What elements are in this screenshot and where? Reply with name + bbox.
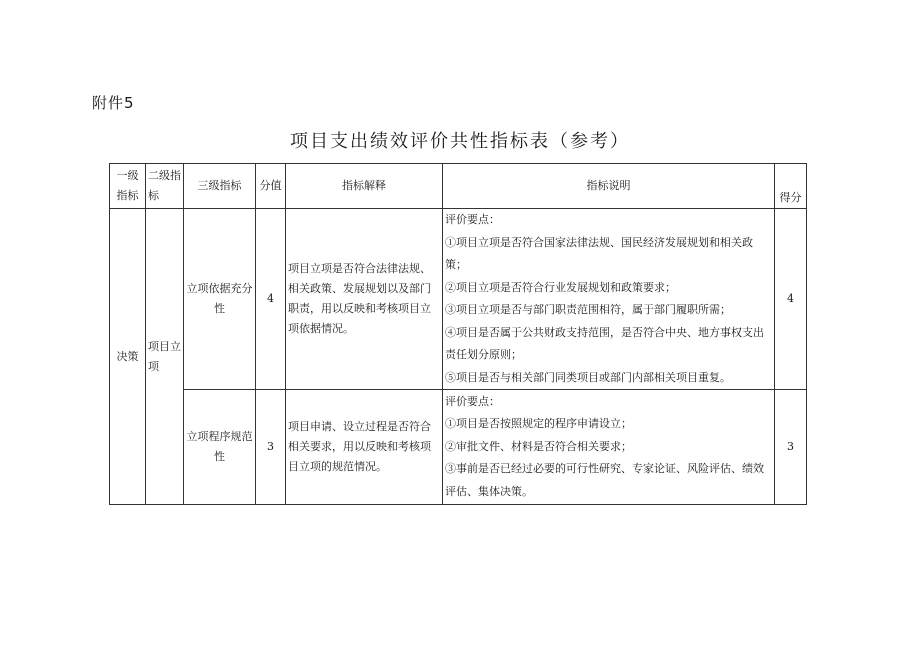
description-line: ②项目立项是否符合行业发展规划和政策要求； (445, 280, 676, 294)
attachment-label: 附件5 (92, 94, 135, 112)
description-line: ⑤项目是否与相关部门同类项目或部门内部相关项目重复。 (445, 370, 731, 384)
description-line: ③项目立项是否与部门职责范围相符，属于部门履职所需； (445, 303, 731, 316)
level2-cell: 项目立项 (146, 209, 184, 505)
header-score: 得分 (775, 164, 807, 209)
weight-cell: 4 (256, 209, 286, 390)
header-level1: 一级指标 (110, 164, 146, 209)
description-line: 评价要点： (445, 394, 500, 408)
description-line: ③事前是否已经过必要的可行性研究、专家论证、风险评估、绩效评估、集体决策。 (445, 462, 764, 498)
explanation-cell: 项目申请、设立过程是否符合相关要求，用以反映和考核项目立项的规范情况。 (286, 390, 443, 505)
level3-cell: 立项程序规范性 (184, 390, 256, 505)
page-title: 项目支出绩效评价共性指标表（参考） (290, 131, 630, 152)
table-header-row (110, 164, 807, 209)
description-line: ④项目是否属于公共财政支持范围，是否符合中央、地方事权支出责任划分原则； (445, 325, 764, 361)
score-cell: 3 (775, 390, 807, 505)
explanation-cell: 项目立项是否符合法律法规、相关政策、发展规划以及部门职责，用以反映和考核项目立项依据情况。 (286, 209, 443, 390)
header-description: 指标说明 (443, 164, 775, 209)
description-line: 评价要点： (445, 213, 500, 226)
description-cell (443, 209, 775, 390)
level1-cell: 决策 (110, 209, 146, 505)
indicator-table (109, 163, 807, 505)
description-line: ①项目立项是否符合国家法律法规、国民经济发展规划和相关政策； (445, 235, 753, 271)
description-line: ①项目是否按照规定的程序申请设立； (445, 417, 632, 431)
level3-cell: 立项依据充分性 (184, 209, 256, 390)
header-explanation: 指标解释 (286, 164, 443, 209)
header-level3: 三级指标 (184, 164, 256, 209)
table-row (110, 390, 807, 505)
header-weight: 分值 (256, 164, 286, 209)
description-line: ②审批文件、材料是否符合相关要求； (445, 439, 632, 453)
score-cell: 4 (775, 209, 807, 390)
header-level2: 二级指标 (146, 164, 184, 209)
description-cell (443, 390, 775, 505)
weight-cell: 3 (256, 390, 286, 505)
table-row (110, 209, 807, 390)
